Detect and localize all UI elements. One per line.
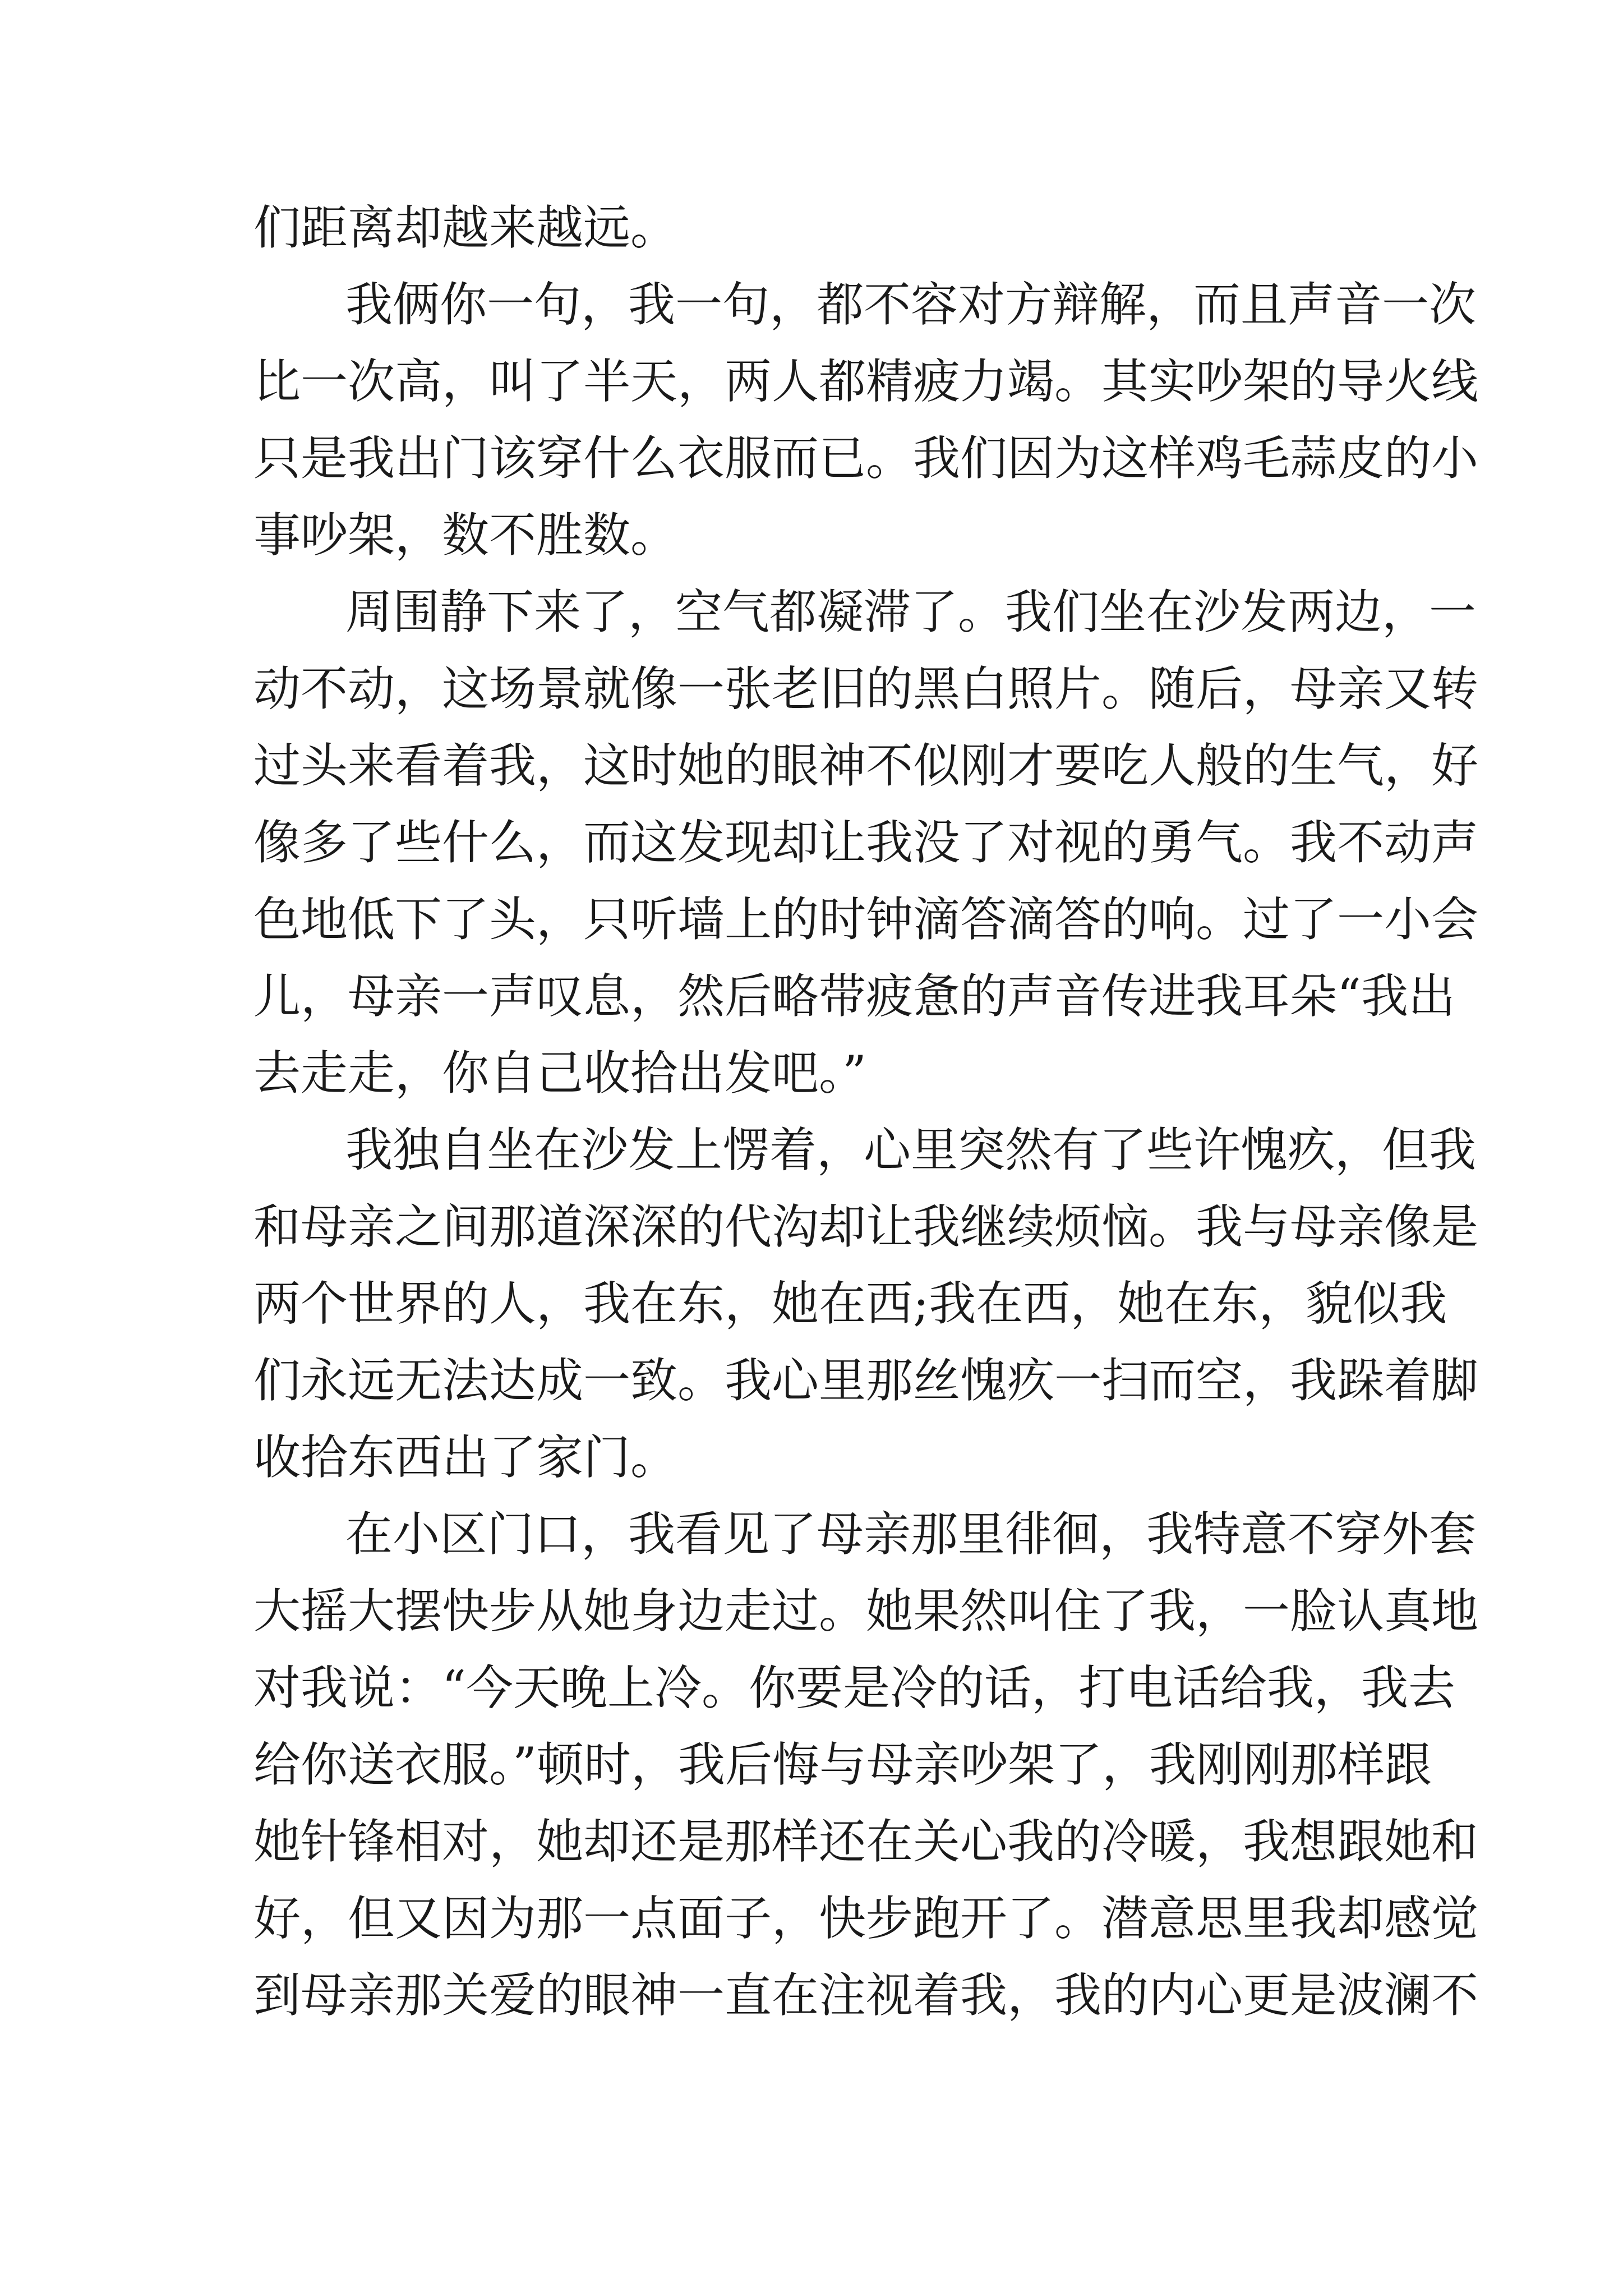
text-line: 和母亲之间那道深深的代沟却让我继续烦恼。我与母亲像是 <box>253 1199 1479 1254</box>
text-line: 们距离却越来越远。 <box>253 200 678 255</box>
text-line: 动不动，这场景就像一张老旧的黑白照片。随后，母亲又转 <box>253 661 1479 716</box>
body-text <box>253 190 1479 2034</box>
text-line: 我俩你一句，我一句，都不容对方辩解，而且声音一次 <box>345 277 1477 332</box>
text-line: 我独自坐在沙发上愣着，心里突然有了些许愧疚，但我 <box>345 1122 1477 1177</box>
text-line: 比一次高，叫了半天，两人都精疲力竭。其实吵架的导火线 <box>253 354 1479 409</box>
text-line: 只是我出门该穿什么衣服而已。我们因为这样鸡毛蒜皮的小 <box>253 431 1479 486</box>
text-line: 到母亲那关爱的眼神一直在注视着我，我的内心更是波澜不 <box>253 1968 1479 2023</box>
text-line: 在小区门口，我看见了母亲那里徘徊，我特意不穿外套 <box>345 1507 1477 1562</box>
text-line: 儿，母亲一声叹息，然后略带疲惫的声音传进我耳朵“我出 <box>253 969 1455 1024</box>
text-line: 她针锋相对，她却还是那样还在关心我的冷暖，我想跟她和 <box>253 1814 1479 1869</box>
text-line: 像多了些什么，而这发现却让我没了对视的勇气。我不动声 <box>253 815 1479 870</box>
text-line: 对我说：“今天晚上冷。你要是冷的话，打电话给我，我去 <box>253 1660 1455 1715</box>
text-line: 两个世界的人，我在东，她在西;我在西，她在东，貌似我 <box>253 1276 1447 1331</box>
text-line: 过头来看着我，这时她的眼神不似刚才要吃人般的生气，好 <box>253 738 1479 793</box>
paragraph <box>253 266 1479 574</box>
paragraph <box>253 190 1386 266</box>
text-line: 色地低下了头，只听墙上的时钟滴答滴答的响。过了一小会 <box>253 892 1479 947</box>
text-line: 事吵架，数不胜数。 <box>253 508 678 563</box>
text-line: 周围静下来了，空气都凝滞了。我们坐在沙发两边，一 <box>345 585 1477 639</box>
paragraph <box>253 1496 1479 2034</box>
text-line: 们永远无法达成一致。我心里那丝愧疚一扫而空，我跺着脚 <box>253 1353 1479 1408</box>
paragraph <box>253 574 1479 1112</box>
text-line: 好，但又因为那一点面子，快步跑开了。潜意思里我却感觉 <box>253 1891 1479 1946</box>
text-line: 给你送衣服。”顿时，我后悔与母亲吵架了，我刚刚那样跟 <box>253 1737 1432 1792</box>
text-line: 收拾东西出了家门。 <box>253 1430 678 1485</box>
paragraph <box>253 1112 1479 1496</box>
text-line: 去走走，你自己收拾出发吧。” <box>253 1046 866 1101</box>
text-line: 大摇大摆快步从她身边走过。她果然叫住了我，一脸认真地 <box>253 1584 1479 1639</box>
